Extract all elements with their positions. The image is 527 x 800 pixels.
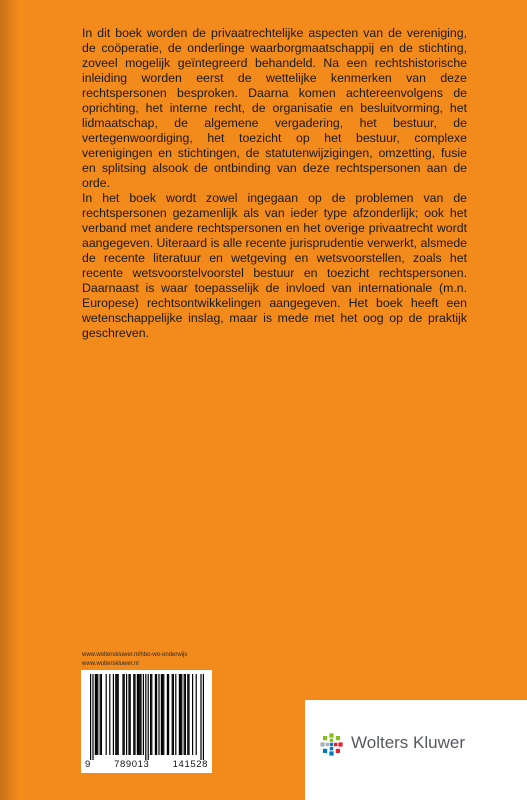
barcode-guard-bar xyxy=(90,674,91,760)
barcode-bar xyxy=(96,674,97,755)
barcode-bar xyxy=(162,674,163,755)
logo-square xyxy=(334,743,337,746)
barcode-bar xyxy=(140,674,141,755)
barcode-bar xyxy=(124,674,125,755)
barcode-bar xyxy=(156,674,157,755)
back-cover-blurb xyxy=(82,26,467,341)
barcode-guard-bar xyxy=(148,674,149,760)
barcode-bar xyxy=(167,674,168,755)
logo-square xyxy=(330,739,333,742)
barcode-bar xyxy=(192,674,193,755)
barcode-bar xyxy=(109,674,110,755)
barcode-bar xyxy=(151,674,152,755)
barcode-bar xyxy=(95,674,96,755)
isbn-number xyxy=(81,757,212,771)
barcode-bar xyxy=(126,674,127,755)
barcode-bar xyxy=(173,674,174,755)
spine-shadow xyxy=(0,0,18,800)
logo-square xyxy=(330,743,333,746)
barcode-bar xyxy=(116,674,117,755)
isbn-digit-first: 9 xyxy=(85,758,91,770)
barcode-bar xyxy=(137,674,138,755)
barcode-bar xyxy=(172,674,173,755)
barcode-bar xyxy=(134,674,135,755)
barcode-bar xyxy=(122,674,123,755)
logo-square xyxy=(329,751,333,755)
isbn-digits-group-1: 789013 xyxy=(114,758,150,770)
barcode-bar xyxy=(118,674,119,755)
barcode-bar xyxy=(106,674,107,755)
barcode-bar xyxy=(113,674,114,755)
barcode-bar xyxy=(101,674,102,755)
barcode-bar xyxy=(184,674,185,755)
barcode-bar xyxy=(158,674,159,755)
isbn-digits-group-2: 141528 xyxy=(172,758,208,770)
publisher-logo xyxy=(305,700,527,800)
barcode-guard-bar xyxy=(145,674,146,760)
url-main[interactable]: www.wolterskluwer.nl xyxy=(82,661,139,667)
barcode-bar xyxy=(187,674,188,755)
barcode-bar xyxy=(128,674,129,755)
logo-square xyxy=(336,736,340,740)
barcode-bar xyxy=(139,674,140,755)
isbn-barcode xyxy=(81,670,212,773)
barcode-bar xyxy=(188,674,189,755)
barcode-bar xyxy=(180,674,181,755)
logo-wordmark: Wolters Kluwer xyxy=(351,733,465,752)
barcode-bar xyxy=(97,674,98,755)
publisher-urls xyxy=(82,651,187,669)
barcode-bar xyxy=(133,674,134,755)
barcode-bar xyxy=(155,674,156,755)
barcode-bar xyxy=(168,674,169,755)
barcode-bar xyxy=(100,674,101,755)
barcode-guard-bar xyxy=(200,674,201,760)
barcode-bar xyxy=(115,674,116,755)
blurb-paragraph-2: In het boek wordt zowel ingegaan op de problemen van de rechtspersonen gezamenlijk als van ieder type afzonderlijk; ook het verband met andere rechtspersonen en het overige privaatrecht wordt aangegeven. Uiteraard is alle recente jurisprudentie verwerkt, alsmede de recente literatuur en wetgeving en wetsvoorstellen, zoals het recente wetsvoorstelvoorstel bestuur en toezicht rechtspersonen. Daarnaast is waar toepasselijk de invloed van internationale (m.n. Europese) rechtsontwikkelingen aangegeven. Het boek heeft een wetenschappelijke inslag, maar is mede met het oog op de praktijk geschreven. xyxy=(82,191,467,340)
barcode-bar xyxy=(150,674,151,755)
barcode-guard-bar xyxy=(203,674,204,760)
logo-square xyxy=(329,733,333,737)
barcode-bars xyxy=(81,670,212,760)
logo-square xyxy=(330,747,333,750)
barcode-bar xyxy=(143,674,144,755)
logo-square xyxy=(323,736,327,740)
barcode-bar xyxy=(138,674,139,755)
barcode-bar xyxy=(196,674,197,755)
barcode-bar xyxy=(175,674,176,755)
barcode-bar xyxy=(161,674,162,755)
logo-square xyxy=(320,742,324,746)
logo-square xyxy=(338,742,342,746)
blurb-paragraph-1: In dit boek worden de privaatrechtelijke aspecten van de vereniging, de coöperatie, de onderlinge waarborgmaatschappij en de stichting, zoveel mogelijk geïntegreerd behandeld. Na een rechtshistorische inleiding worden eerst de wettelijke kenmerken van deze rechtspersonen besproken. Daarna komen achtereenvolgens de oprichting, het interne recht, de organisatie en besluitvorming, het lidmaatschap, de algemene vergadering, het bestuur, de vertegenwoordiging, het toezicht op het bestuur, complexe verenigingen en stichtingen, de statutenwijzigingen, omzetting, fusie en splitsing alsook de ontbinding van deze rechtspersonen aan de orde. xyxy=(82,26,467,190)
barcode-bar xyxy=(163,674,164,755)
barcode-guard-bar xyxy=(92,674,93,760)
logo-square xyxy=(326,743,329,746)
url-onderwijs[interactable]: www.wolterskluwer.nl/hbo-wo-onderwijs xyxy=(82,652,188,658)
barcode-bar xyxy=(179,674,180,755)
barcode-bar xyxy=(185,674,186,755)
barcode-bar xyxy=(181,674,182,755)
barcode-bar xyxy=(130,674,131,755)
logo-square xyxy=(336,749,340,753)
wolters-kluwer-logo-icon xyxy=(318,731,345,758)
logo-square xyxy=(323,749,327,753)
